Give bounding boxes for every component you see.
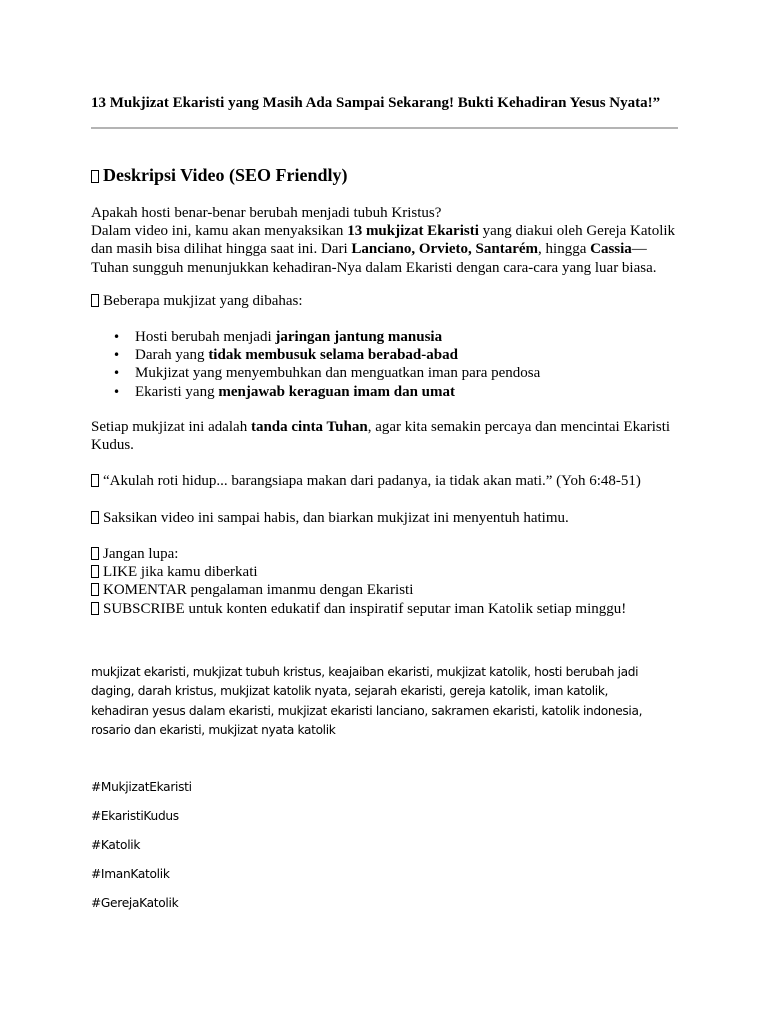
missing-glyph-icon <box>91 565 99 578</box>
hashtag: #GerejaKatolik <box>91 896 179 910</box>
hashtag: #Katolik <box>91 838 141 852</box>
list-item-bold: tidak membusuk selama berabad-abad <box>208 347 458 364</box>
cta-like <box>91 563 681 581</box>
missing-glyph-icon <box>91 511 99 524</box>
call-to-action <box>91 545 681 618</box>
list-item <box>91 346 540 364</box>
cta-comment <box>91 581 681 599</box>
watch-text: Saksikan video ini sampai habis, dan biarkan mukjizat ini menyentuh hatimu. <box>103 510 569 526</box>
horizontal-rule <box>91 127 678 129</box>
intro-bold-3: Cassia <box>590 241 632 258</box>
missing-glyph-icon <box>91 547 99 560</box>
intro-text-1: Dalam video ini, kamu akan menyaksikan <box>91 223 348 240</box>
list-item-text: Darah yang <box>135 347 209 364</box>
bible-quote-text: “Akulah roti hidup... barangsiapa makan dari padanya, ia tidak akan mati.” (Yoh 6:48-51) <box>103 473 641 489</box>
list-item <box>91 364 540 382</box>
missing-glyph-icon <box>91 170 99 183</box>
missing-glyph-icon <box>91 583 99 596</box>
missing-glyph-icon <box>91 294 99 307</box>
document-title: 13 Mukjizat Ekaristi yang Masih Ada Sampai Sekarang! Bukti Kehadiran Yesus Nyata!” <box>91 95 661 111</box>
section-heading-text: Deskripsi Video (SEO Friendly) <box>103 165 348 185</box>
bullet-icon: • <box>113 384 121 399</box>
watch-paragraph <box>91 509 681 527</box>
cta-like-text: LIKE jika kamu diberkati <box>103 564 258 581</box>
bible-quote <box>91 472 681 490</box>
list-item-text: Ekaristi yang <box>135 383 219 400</box>
list-item-bold: jaringan jantung manusia <box>275 329 443 345</box>
cta-subscribe-text: SUBSCRIBE untuk konten edukatif dan inspiratif seputar iman Katolik setiap minggu! <box>103 600 627 617</box>
list-item-text: Hosti berubah menjadi <box>135 329 276 345</box>
cta-reminder-text: Jangan lupa: <box>103 546 179 562</box>
intro-paragraph <box>91 204 681 277</box>
miracles-intro <box>91 292 681 310</box>
hashtag: #ImanKatolik <box>91 867 170 881</box>
closing-bold: tanda cinta Tuhan <box>250 419 368 435</box>
miracles-intro-text: Beberapa mukjizat yang dibahas: <box>103 293 303 309</box>
section-heading <box>91 163 348 187</box>
intro-bold-1: 13 mukjizat Ekaristi <box>347 223 479 240</box>
keywords-paragraph: mukjizat ekaristi, mukjizat tubuh kristus, keajaiban ekaristi, mukjizat katolik, hosti berubah jadi daging, darah kristus, mukjizat katolik nyata, sejarah ekaristi, gereja katolik, iman katolik, kehadiran yesus dalam ekaristi, mukjizat ekaristi lanciano, sakramen ekaristi, katolik indonesia, rosario dan ekaristi, mukjizat nyata katolik <box>91 665 643 737</box>
closing-text-2: , agar kita semakin percaya dan mencintai Ekaristi Kudus. <box>91 419 671 454</box>
intro-text-2: yang diakui oleh Gereja Katolik dan masih bisa dilihat hingga saat ini. Dari <box>91 223 676 258</box>
bullet-icon: • <box>113 366 121 381</box>
missing-glyph-icon <box>91 474 99 487</box>
intro-bold-2: Lanciano, Orvieto, Santarém <box>351 241 539 258</box>
bullet-icon: • <box>113 330 121 344</box>
cta-subscribe <box>91 600 681 618</box>
cta-comment-text: KOMENTAR pengalaman imanmu dengan Ekaristi <box>103 582 414 599</box>
intro-text-3: , hingga <box>538 241 591 258</box>
hashtag: #MukjizatEkaristi <box>91 780 192 794</box>
hashtag: #EkaristiKudus <box>91 809 179 823</box>
list-item-text: Mukjizat yang menyembuhkan dan menguatkan iman para pendosa <box>135 365 541 382</box>
list-item <box>91 383 540 401</box>
list-item-bold: menjawab keraguan imam dan umat <box>218 383 456 400</box>
cta-reminder <box>91 545 681 563</box>
bullet-icon: • <box>113 348 121 363</box>
intro-text-4: —Tuhan sungguh menunjukkan kehadiran-Nya dalam Ekaristi dengan cara-cara yang luar biasa. <box>91 241 657 276</box>
intro-question: Apakah hosti benar-benar berubah menjadi tubuh Kristus? <box>91 205 442 221</box>
list-item <box>91 328 540 346</box>
closing-paragraph <box>91 418 681 454</box>
missing-glyph-icon <box>91 602 99 615</box>
closing-text-1: Setiap mukjizat ini adalah <box>91 419 251 435</box>
miracle-list <box>91 328 540 401</box>
